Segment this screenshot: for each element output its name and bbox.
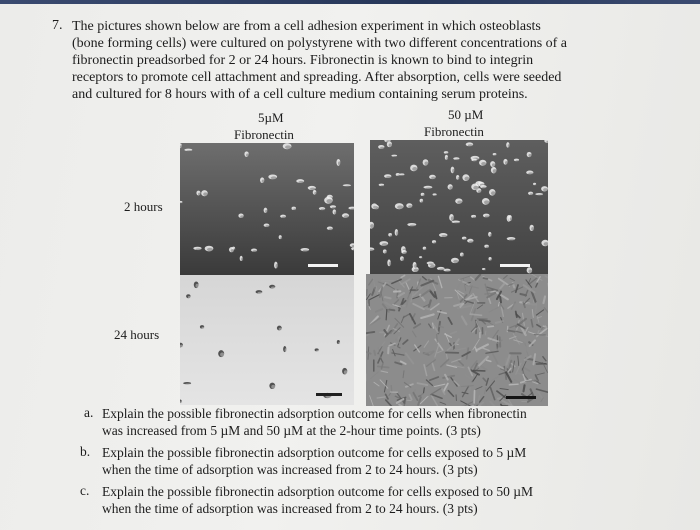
column-2-label: Fibronectin [424, 124, 484, 139]
question-line-2: (bone forming cells) were cultured on polystyrene with two different concentrations of a [72, 36, 568, 51]
subquestion-c-line-2: when the time of adsorption was increased from 2 to 24 hours. (3 pts) [102, 501, 478, 516]
top-edge-strip [0, 0, 700, 4]
column-2-concentration: 50 µM [448, 107, 484, 122]
question-line-4: receptors to promote cell attachment and spreading. After absorption, cells were seeded [72, 70, 562, 85]
micrograph-5um-2h [180, 143, 354, 275]
subquestion-a-line-2: was increased from 5 µM and 50 µM at the 2-hour time points. (3 pts) [102, 423, 481, 438]
micrograph-50um-24h [366, 274, 548, 406]
question-line-5: and cultured for 8 hours with of a cell culture medium containing serum proteins. [72, 87, 528, 102]
subquestion-a-line-1: Explain the possible fibronectin adsorption outcome for cells when fibronectin [102, 406, 527, 421]
question-line-3: fibronectin preadsorbed for 2 or 24 hours. Fibronectin is known to bind to integrin [72, 53, 534, 68]
micrograph-50um-2h [370, 140, 548, 274]
micrograph-5um-24h [180, 275, 354, 405]
column-1-concentration: 5µM [258, 110, 284, 125]
question-number: 7. [52, 18, 63, 33]
subquestion-c-letter: c. [80, 483, 90, 498]
question-line-1: The pictures shown below are from a cell adhesion experiment in which osteoblasts [72, 19, 541, 34]
subquestion-a-letter: a. [84, 405, 94, 420]
subquestion-b-line-2: when the time of adsorption was increased from 2 to 24 hours. (3 pts) [102, 462, 478, 477]
subquestion-b-letter: b. [80, 444, 91, 459]
row-1-label: 2 hours [124, 199, 163, 214]
subquestion-b-line-1: Explain the possible fibronectin adsorption outcome for cells exposed to 5 µM [102, 445, 527, 460]
column-1-label: Fibronectin [234, 127, 294, 142]
row-2-label: 24 hours [114, 327, 160, 342]
subquestion-c-line-1: Explain the possible fibronectin adsorption outcome for cells exposed to 50 µM [102, 484, 534, 499]
